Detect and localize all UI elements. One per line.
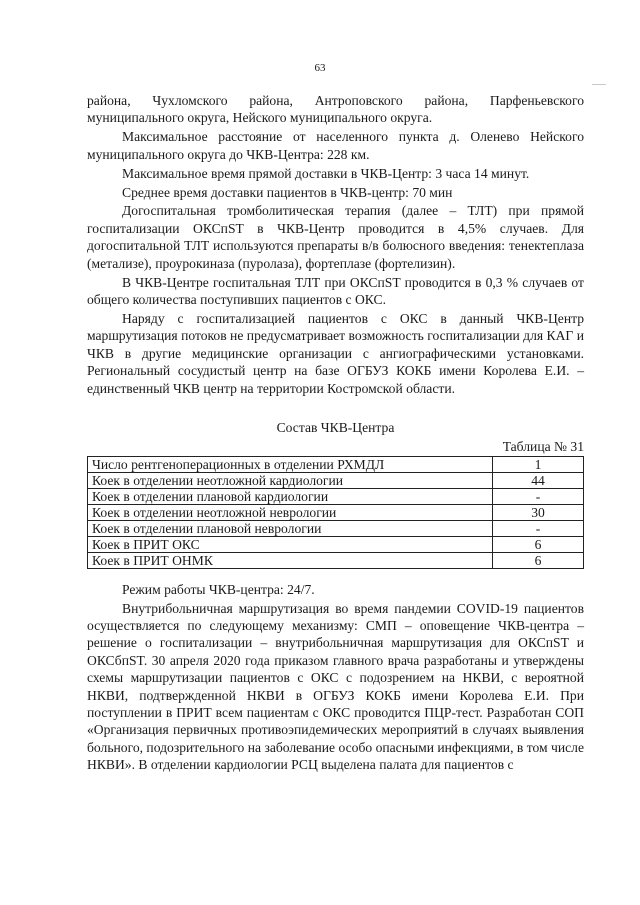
paragraph: Наряду с госпитализацией пациентов с ОКС в данный ЧКВ-Центр маршрутизация потоков не предусматривает возможность госпитализации для КАГ и ЧКВ в другие медицинские организации с ангиографическими установками. Региональный сосудистый центр на базе ОГБУЗ КОКБ имени Королева Е.И. – единственный ЧКВ центр на территории Костромской области. xyxy=(87,310,584,396)
table-cell-label: Число рентгеноперационных в отделении РХМДЛ xyxy=(88,456,493,472)
paragraph: района, Чухломского района, Антроповского района, Парфеньевского муниципального округа, Нейского муниципального округа. xyxy=(87,93,584,126)
table-title: Состав ЧКВ-Центра xyxy=(276,419,395,435)
table-cell-label: Коек в отделении неотложной кардиологии xyxy=(88,472,493,488)
table-row xyxy=(88,504,584,520)
paragraph: Режим работы ЧКВ-центра: 24/7. xyxy=(122,581,315,597)
paragraph: Внутрибольничная маршрутизация во время пандемии COVID-19 пациентов осуществляется по следующему механизму: СМП – оповещение ЧКВ-центра – решение о госпитализации – внутрибольничная маршрутизация для ОКСпST и ОКСбпST. 30 апреля 2020 года приказом главного врача разработаны и утверждены схемы маршрутизации пациентов с ОКС с подозрением на НКВИ, с вероятной НКВИ, подтвержденной НКВИ в ОГБУЗ КОКБ имени Королева Е.И. При поступлении в ПРИТ всем пациентам с ОКС проводится ПЦР-тест. Разработан СОП «Организация первичных противоэпидемических мероприятий в случаях выявления больного, подозрительного на заболевание особо опасными инфекциями, в том числе НКВИ». В отделении кардиологии РСЦ выделена палата для пациентов с xyxy=(87,600,584,773)
table-cell-value: 1 xyxy=(493,456,584,472)
scan-corner-mark xyxy=(592,84,606,85)
table-cell-value: 44 xyxy=(493,472,584,488)
table-cell-label: Коек в отделении неотложной неврологии xyxy=(88,504,493,520)
table-cell-value: 6 xyxy=(493,552,584,568)
table-row xyxy=(88,488,584,504)
paragraph: Среднее время доставки пациентов в ЧКВ-центр: 70 мин xyxy=(122,184,453,200)
bottom-paragraphs xyxy=(87,581,584,774)
paragraph: В ЧКВ-Центре госпитальная ТЛТ при ОКСпST проводится в 0,3 % случаев от общего количества поступивших пациентов с ОКС. xyxy=(87,274,584,307)
paragraph: Максимальное расстояние от населенного пункта д. Оленево Нейского муниципального округа до ЧКВ-Центра: 228 км. xyxy=(87,129,584,162)
page-number: 63 xyxy=(314,62,326,74)
paragraph: Максимальное время прямой доставки в ЧКВ-Центр: 3 часа 14 минут. xyxy=(122,165,530,181)
table-caption: Таблица № 31 xyxy=(502,439,584,455)
table-cell-value: 6 xyxy=(493,536,584,552)
table-cell-label: Коек в отделении плановой кардиологии xyxy=(88,488,493,504)
table-cell-label: Коек в отделении плановой неврологии xyxy=(88,520,493,536)
table-cell-value: 30 xyxy=(493,504,584,520)
table-row xyxy=(88,520,584,536)
table-row xyxy=(88,456,584,472)
table-row xyxy=(88,536,584,552)
table-cell-value: - xyxy=(493,520,584,536)
table-row xyxy=(88,472,584,488)
top-paragraphs xyxy=(87,92,584,397)
pci-center-table xyxy=(87,456,584,569)
table-row xyxy=(88,552,584,568)
table-cell-label: Коек в ПРИТ ОКС xyxy=(88,536,493,552)
table-cell-label: Коек в ПРИТ ОНМК xyxy=(88,552,493,568)
document-body xyxy=(87,92,584,775)
table-cell-value: - xyxy=(493,488,584,504)
paragraph: Догоспитальная тромболитическая терапия (далее – ТЛТ) при прямой госпитализации ОКСпST в ЧКВ-Центр проводится в 4,5% случаев. Для догоспитальной ТЛТ используются препараты в/в болюсного введения: тенектеплаза (метализе), проурокиназа (пуролаза), фортеплазе (фортелизин). xyxy=(87,203,584,271)
